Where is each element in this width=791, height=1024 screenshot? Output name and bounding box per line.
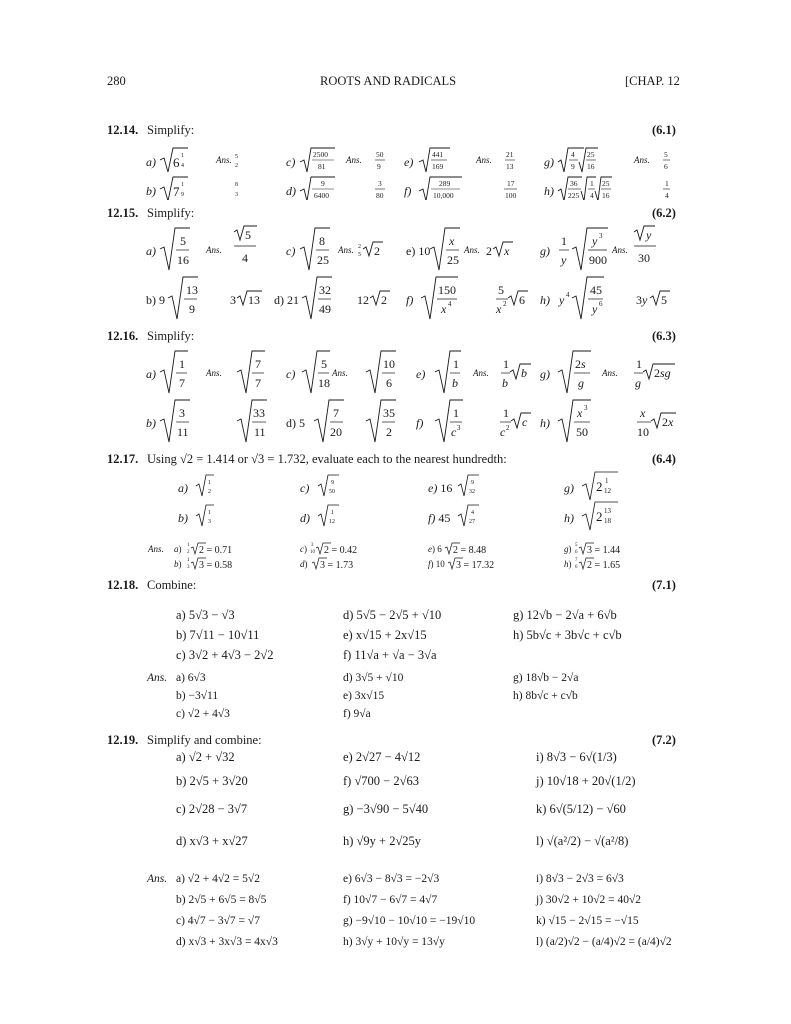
svg-text:f) 45: f) 45 [428,511,451,525]
svg-text:2500: 2500 [313,150,328,159]
svg-text:13: 13 [248,293,260,307]
svg-text:y: y [646,228,652,242]
svg-text:b): b) [178,511,188,525]
section-reference: (6.3) [652,329,676,343]
svg-text:32: 32 [469,489,475,495]
answer-d: d) x√3 + 3x√3 = 4x√3 [176,936,278,948]
answer-c: c) √2 + 4√3 [176,708,230,720]
svg-text:10,000: 10,000 [433,191,454,200]
svg-text:c): c) [286,155,296,169]
answer-label: Ans. [147,873,168,885]
svg-text:1: 1 [208,510,211,516]
svg-text:150: 150 [438,283,456,297]
svg-text:b): b) [174,559,182,569]
svg-text:h): h) [564,511,574,525]
svg-text:d) 21: d) 21 [274,293,299,307]
svg-text:13: 13 [604,507,611,515]
mirror-12-14-a: a) √(6 1/4) [0,1010,5,1011]
exercise-d: d) x√3 + x√27 [176,834,248,848]
svg-text:d) 5: d) 5 [286,416,305,430]
svg-text:6: 6 [575,565,578,570]
svg-text:1: 1 [503,357,509,371]
svg-text:g: g [635,376,641,390]
svg-text:3: 3 [187,565,190,570]
svg-text:1: 1 [503,406,509,420]
svg-text:e) 16: e) 16 [428,481,453,495]
svg-text:f): f) [406,293,414,307]
svg-text:1: 1 [187,558,190,563]
svg-text:f): f) [416,416,424,430]
svg-text:4: 4 [448,300,452,308]
svg-text:4: 4 [471,510,474,516]
svg-text:1: 1 [636,357,642,371]
svg-text:50: 50 [329,489,335,495]
problem-instruction: Simplify and combine: [147,733,262,747]
svg-text:g: g [578,376,584,390]
problem-instruction: Simplify: [147,206,195,220]
svg-text:2 = 1.65: 2 = 1.65 [587,560,621,571]
svg-text:g): g) [540,244,550,258]
svg-text:9: 9 [571,162,575,171]
svg-text:2: 2 [374,244,380,258]
svg-text:6: 6 [664,162,668,171]
svg-text:h): h) [564,559,572,569]
answer-h: h) 3√y + 10√y = 13√y [343,936,445,948]
svg-text:3 = 17.32: 3 = 17.32 [456,560,495,571]
svg-text:289: 289 [439,179,451,188]
svg-text:5: 5 [180,234,186,248]
svg-text:b: b [502,376,508,390]
svg-text:2 = 8.48: 2 = 8.48 [453,545,487,556]
svg-text:4: 4 [590,191,594,200]
svg-text:5: 5 [358,252,361,258]
svg-text:x: x [504,244,510,258]
svg-text:80: 80 [376,191,384,200]
svg-text:2: 2 [503,300,507,308]
svg-text:8: 8 [319,234,325,248]
svg-text:e) 6: e) 6 [428,544,442,554]
svg-text:b: b [452,376,458,390]
svg-text:6: 6 [173,155,180,170]
svg-text:5: 5 [498,283,504,297]
svg-text:1: 1 [179,357,185,371]
svg-text:100: 100 [505,191,517,200]
svg-text:6: 6 [519,293,525,307]
problem-number: 12.14. [107,123,139,137]
svg-text:g): g) [540,367,550,381]
svg-text:12: 12 [604,487,611,495]
svg-text:13: 13 [506,162,514,171]
svg-text:2 = 0.42: 2 = 0.42 [324,545,358,556]
answer-g: g) 18√b − 2√a [513,672,579,684]
svg-text:3: 3 [599,232,603,240]
svg-text:4: 4 [242,251,248,265]
exercise-h: h) 5b√c + 3b√c + c√b [513,628,622,642]
svg-text:5: 5 [235,154,238,160]
problem-12-17-math [140,470,700,575]
answer-label: Ans. [147,672,168,684]
svg-text:17: 17 [507,179,515,188]
svg-text:1: 1 [665,179,669,188]
svg-text:2sg: 2sg [654,366,671,380]
svg-text:4: 4 [566,291,570,299]
problem-number: 12.19. [107,733,139,747]
svg-text:1: 1 [561,234,567,248]
svg-text:9: 9 [321,179,325,188]
svg-text:6400: 6400 [314,191,329,200]
svg-text:9: 9 [471,480,474,486]
svg-text:3 = 1.73: 3 = 1.73 [320,560,354,571]
svg-text:2s: 2s [575,357,586,371]
problem-12-14-math [140,142,700,200]
svg-text:Ans.: Ans. [206,368,222,378]
section-reference: (6.4) [652,452,676,466]
svg-text:Ans.: Ans. [332,368,348,378]
exercise-g: g) −3√90 − 5√40 [343,802,429,816]
svg-text:Ans.: Ans. [464,245,480,255]
svg-text:16: 16 [177,253,189,267]
answer-f: f) 10√7 − 6√7 = 4√7 [343,894,438,906]
exercise-e: e) x√15 + 2x√15 [343,628,427,642]
svg-text:b): b) [146,416,156,430]
svg-text:Ans.: Ans. [206,245,222,255]
svg-text:2: 2 [208,489,211,495]
svg-text:1: 1 [331,510,334,516]
answer-h: h) 8b√c + c√b [513,690,578,702]
svg-text:c): c) [300,481,310,495]
svg-text:d): d) [300,511,310,525]
answer-a: a) √2 + 4√2 = 5√2 [176,873,260,885]
svg-text:50: 50 [576,425,588,439]
svg-text:10: 10 [310,550,315,555]
svg-text:3 = 1.44: 3 = 1.44 [587,545,621,556]
svg-text:21: 21 [506,150,514,159]
svg-text:20: 20 [330,425,342,439]
exercise-k: k) 6√(5/12) − √60 [536,802,626,816]
svg-text:3: 3 [235,192,238,198]
svg-text:b: b [521,366,527,380]
svg-text:25: 25 [587,150,595,159]
svg-text:2: 2 [386,425,392,439]
svg-text:4: 4 [181,163,184,169]
svg-text:1: 1 [453,406,459,420]
svg-text:33: 33 [253,406,265,420]
svg-text:5: 5 [245,228,251,242]
svg-text:Ans.: Ans. [473,368,489,378]
svg-text:35: 35 [383,406,395,420]
svg-text:Ans.: Ans. [148,544,164,554]
svg-text:45: 45 [590,283,602,297]
svg-text:g): g) [544,155,554,169]
svg-text:c: c [522,415,528,429]
svg-text:32: 32 [319,283,331,297]
exercise-b: b) 2√5 + 3√20 [176,774,248,788]
svg-text:c: c [500,425,506,439]
svg-text:25: 25 [447,253,459,267]
svg-text:y: y [559,293,565,307]
problem-number: 12.15. [107,206,139,220]
exercise-j: j) 10√18 + 20√(1/2) [536,774,636,788]
answer-e: e) 3x√15 [343,690,385,702]
svg-text:g): g) [564,481,574,495]
svg-text:9: 9 [181,192,184,198]
svg-text:12: 12 [329,519,335,525]
svg-text:5: 5 [321,357,327,371]
svg-text:x: x [577,406,583,420]
svg-text:49: 49 [319,302,331,316]
problem-instruction: Combine: [147,578,197,592]
svg-text:Ans.: Ans. [476,155,492,165]
svg-text:c): c) [286,367,296,381]
exercise-e: e) 2√27 − 4√12 [343,750,421,764]
svg-text:6: 6 [386,376,392,390]
svg-text:3: 3 [208,519,211,525]
svg-text:2: 2 [596,509,603,524]
problem-instruction: Simplify: [147,123,195,137]
svg-text:5: 5 [661,293,667,307]
svg-text:h): h) [540,416,550,430]
svg-text:d): d) [300,559,308,569]
svg-text:2: 2 [486,244,492,258]
svg-text:1: 1 [181,153,184,159]
svg-text:81: 81 [318,162,326,171]
svg-text:3: 3 [457,424,461,432]
running-title: ROOTS AND RADICALS [320,74,457,88]
svg-text:1: 1 [605,477,609,485]
svg-text:g): g) [564,544,572,554]
chapter-label: [CHAP. 12 [625,74,680,88]
svg-text:3: 3 [378,179,382,188]
svg-text:a): a) [146,155,156,169]
problem-12-16-math [140,348,700,444]
svg-text:1: 1 [453,357,459,371]
svg-text:11: 11 [177,425,189,439]
exercise-i: i) 8√3 − 6√(1/3) [536,750,617,764]
svg-text:c): c) [300,544,307,554]
problem-instruction: Using √2 = 1.414 or √3 = 1.732, evaluate each to the nearest hundredth: [147,452,507,466]
svg-text:3: 3 [584,404,588,412]
svg-text:Ans.: Ans. [216,155,232,165]
svg-text:25: 25 [317,253,329,267]
answer-c: c) 4√7 − 3√7 = √7 [176,915,260,927]
svg-text:16: 16 [587,162,595,171]
exercise-h: h) √9y + 2√25y [343,834,422,848]
svg-text:7: 7 [255,376,261,390]
svg-text:9: 9 [331,480,334,486]
svg-text:c: c [451,425,457,439]
svg-text:2: 2 [596,479,603,494]
svg-text:8: 8 [235,182,238,188]
svg-text:b): b) [146,184,156,198]
section-reference: (6.2) [652,206,676,220]
svg-text:7: 7 [255,357,261,371]
exercise-a: a) √2 + √32 [176,750,235,764]
exercise-g: g) 12√b − 2√a + 6√b [513,608,617,622]
exercise-b: b) 7√11 − 10√11 [176,628,260,642]
svg-text:50: 50 [376,150,384,159]
svg-text:18: 18 [318,376,330,390]
svg-text:2: 2 [187,550,190,555]
answer-g: g) −9√10 − 10√10 = −19√10 [343,915,476,927]
svg-text:27: 27 [469,519,475,525]
svg-text:f): f) [404,184,412,198]
answer-k: k) √15 − 2√15 = −√15 [536,915,639,927]
svg-text:2 = 0.71: 2 = 0.71 [199,545,233,556]
svg-text:18: 18 [604,517,611,525]
svg-text:2: 2 [235,163,238,169]
answer-i: i) 8√3 − 2√3 = 6√3 [536,873,624,885]
svg-text:Ans.: Ans. [612,245,628,255]
svg-text:a): a) [178,481,188,495]
problem-number: 12.17. [107,452,139,466]
answer-b: b) −3√11 [176,690,219,702]
svg-text:5: 5 [575,543,578,548]
svg-text:5: 5 [664,150,668,159]
section-reference: (6.1) [652,123,676,137]
svg-text:Ans.: Ans. [338,245,354,255]
answer-a: a) 6√3 [176,672,206,684]
svg-text:d): d) [286,184,296,198]
svg-text:6: 6 [599,300,603,308]
answer-b: b) 2√5 + 6√5 = 8√5 [176,894,267,906]
svg-text:25: 25 [602,179,610,188]
answer-j: j) 30√2 + 10√2 = 40√2 [536,894,642,906]
svg-text:y: y [592,302,598,316]
exercise-a: a) 5√3 − √3 [176,608,235,622]
answer-d: d) 3√5 + √10 [343,672,404,684]
svg-text:225: 225 [568,191,580,200]
svg-text:a): a) [146,244,156,258]
section-reference: (7.2) [652,733,676,747]
svg-text:e) 10: e) 10 [406,244,431,258]
svg-text:Ans.: Ans. [346,155,362,165]
svg-text:f) 10: f) 10 [428,559,445,569]
svg-text:36: 36 [570,179,578,188]
svg-text:11: 11 [254,425,266,439]
problem-number: 12.18. [107,578,139,592]
svg-text:c): c) [286,244,296,258]
svg-text:3y: 3y [636,293,648,307]
svg-text:1: 1 [208,480,211,486]
exercise-c: c) 2√28 − 3√7 [176,802,248,816]
svg-text:13: 13 [186,283,198,297]
svg-text:10: 10 [383,357,395,371]
svg-text:16: 16 [602,191,610,200]
svg-text:441: 441 [432,150,444,159]
page-number: 280 [107,74,126,88]
svg-text:30: 30 [638,251,650,265]
svg-text:2: 2 [358,244,361,250]
svg-text:1: 1 [590,179,594,188]
exercise-f: f) 11√a + √a − 3√a [343,648,437,662]
svg-text:2: 2 [381,293,387,307]
svg-text:7: 7 [575,558,578,563]
svg-text:9: 9 [377,162,381,171]
svg-text:169: 169 [432,162,444,171]
svg-text:x: x [441,302,447,316]
svg-text:2: 2 [506,424,510,432]
svg-text:a): a) [174,544,182,554]
svg-text:7: 7 [179,376,185,390]
svg-text:Ans.: Ans. [602,368,618,378]
svg-text:12: 12 [357,293,369,307]
svg-text:7: 7 [173,184,180,199]
svg-text:4: 4 [571,150,575,159]
svg-text:h): h) [544,184,554,198]
svg-text:x: x [640,406,646,420]
section-reference: (7.1) [652,578,676,592]
svg-text:x: x [496,302,502,316]
exercise-l: l) √(a²/2) − √(a²/8) [536,834,629,848]
svg-text:e): e) [404,155,414,169]
svg-text:1: 1 [181,182,184,188]
svg-text:9: 9 [189,302,195,316]
svg-text:e): e) [416,367,426,381]
svg-text:900: 900 [589,253,607,267]
svg-text:Ans.: Ans. [634,155,650,165]
svg-text:a): a) [146,367,156,381]
exercise-d: d) 5√5 − 2√5 + √10 [343,608,442,622]
svg-text:3: 3 [230,293,236,307]
problem-instruction: Simplify: [147,329,195,343]
problem-number: 12.16. [107,329,139,343]
svg-text:3: 3 [179,406,185,420]
svg-text:x: x [449,234,455,248]
svg-text:y: y [561,253,567,267]
exercise-f: f) √700 − 2√63 [343,774,419,788]
svg-text:10: 10 [637,425,649,439]
exercise-c: c) 3√2 + 4√3 − 2√2 [176,648,274,662]
svg-text:y: y [592,234,598,248]
svg-text:2x: 2x [662,415,674,429]
svg-text:4: 4 [665,191,669,200]
svg-text:b) 9: b) 9 [146,293,165,307]
problem-12-15-math [140,224,700,324]
svg-text:3: 3 [311,543,314,548]
svg-text:6: 6 [575,550,578,555]
svg-text:7: 7 [333,406,339,420]
svg-text:3 = 0.58: 3 = 0.58 [199,560,233,571]
answer-f: f) 9√a [343,708,371,720]
answer-e: e) 6√3 − 8√3 = −2√3 [343,873,440,885]
svg-text:1: 1 [187,543,190,548]
answer-l: l) (a/2)√2 − (a/4)√2 = (a/4)√2 [536,936,672,948]
svg-text:h): h) [540,293,550,307]
